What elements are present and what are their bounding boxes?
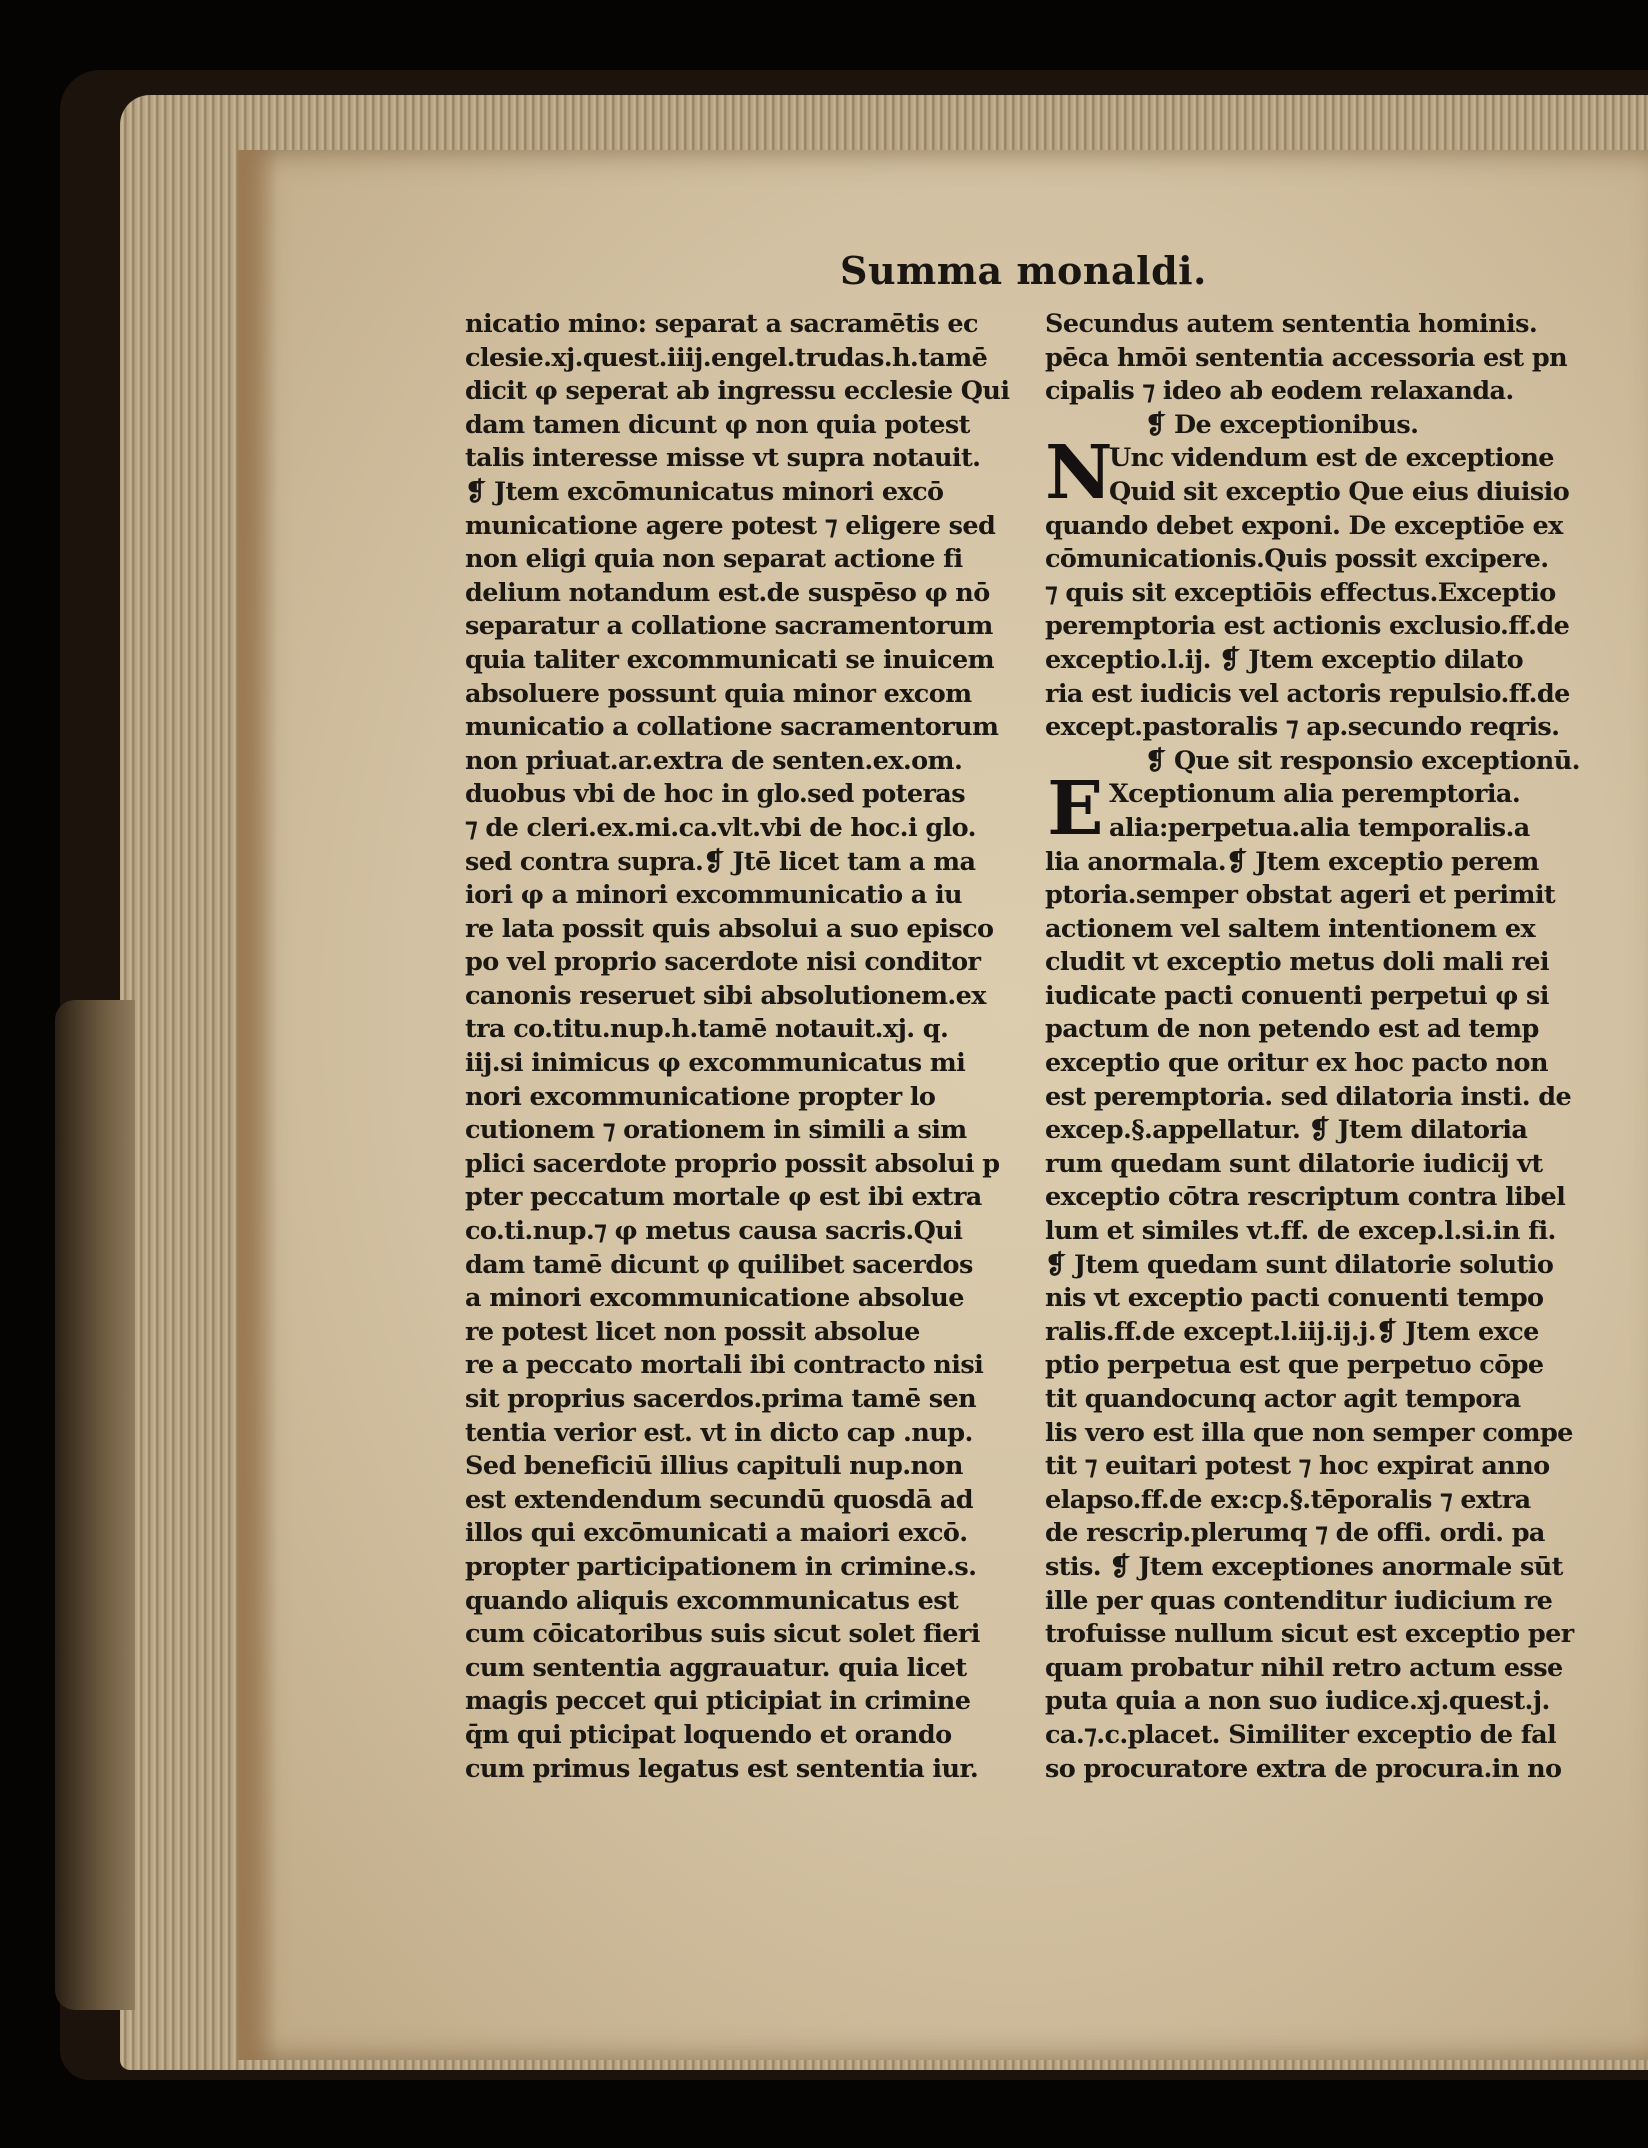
drop-cap-initial: N — [1045, 430, 1113, 517]
text-line: ⁊ quis sit exceptiōis effectus.Exceptio — [1045, 577, 1556, 608]
text-line: a minori excommunicatione absolue — [465, 1283, 964, 1314]
text-line: pter peccatum mortale φ est ibi extra — [465, 1182, 982, 1213]
text-line: Unc videndum est de exceptione — [1109, 443, 1554, 474]
section-heading-exceptions: ❡ De exceptionibus. — [1145, 409, 1419, 440]
text-line: municatio a collatione sacramentorum — [465, 712, 999, 743]
text-line: cipalis ⁊ ideo ab eodem relaxanda. — [1045, 376, 1514, 407]
text-line: ca.⁊.c.placet. Similiter exceptio de fal — [1045, 1719, 1557, 1750]
text-line: cum sententia aggrauatur. quia licet — [465, 1652, 967, 1683]
text-line: clesie.xj.quest.iiij.engel.trudas.h.tamē — [465, 342, 988, 373]
text-line: co.ti.nup.⁊ φ metus causa sacris.Qui — [465, 1216, 963, 1247]
text-line: Quid sit exceptio Que eius diuisio — [1109, 476, 1570, 507]
text-line: dicit φ seperat ab ingressu ecclesie Qui — [465, 376, 1010, 407]
text-line: pactum de non petendo est ad temp — [1045, 1014, 1539, 1045]
running-title: Summa monaldi. — [840, 248, 1207, 293]
text-line: puta quia a non suo iudice.xj.quest.j. — [1045, 1686, 1550, 1717]
text-line: magis peccet qui pticipiat in crimine — [465, 1686, 971, 1717]
text-line: ❡ Jtem excōmunicatus minori excō — [465, 476, 944, 507]
text-line: Secundus autem sententia hominis. — [1045, 309, 1538, 339]
text-column-right — [1045, 308, 1600, 1786]
text-line: non eligi quia non separat actione fi — [465, 544, 963, 575]
text-line: ❡ Jtem quedam sunt dilatorie solutio — [1045, 1249, 1554, 1280]
text-line: quando debet exponi. De exceptiōe ex — [1045, 510, 1563, 541]
text-line: exceptio.l.ij. ❡ Jtem exceptio dilato — [1045, 644, 1523, 675]
text-line: dam tamen dicunt φ non quia potest — [465, 409, 970, 440]
section-heading-responsio: ❡ Que sit responsio exceptionū. — [1145, 745, 1580, 776]
text-line: canonis reseruet sibi absolutionem.ex — [465, 980, 986, 1011]
text-line: pēca hmōi sententia accessoria est pn — [1045, 342, 1568, 373]
text-line: cludit vt exceptio metus doli mali rei — [1045, 947, 1549, 978]
text-line: ria est iudicis vel actoris repulsio.ff.de — [1045, 678, 1570, 709]
text-line: delium notandum est.de suspēso φ nō — [465, 577, 990, 608]
text-line: propter participationem in crimine.s. — [465, 1551, 977, 1582]
text-line: tit quandocunq actor agit tempora — [1045, 1384, 1521, 1414]
text-line: cum primus legatus est sententia iur. — [465, 1753, 979, 1784]
text-line: municatione agere potest ⁊ eligere sed — [465, 510, 996, 541]
text-line: re potest licet non possit absolue — [465, 1316, 920, 1347]
drop-cap-paragraph — [1045, 430, 1600, 517]
text-line: except.pastoralis ⁊ ap.secundo reqris. — [1045, 712, 1560, 743]
text-line: alia:perpetua.alia temporalis.a — [1109, 812, 1530, 843]
text-line: quando aliquis excommunicatus est — [465, 1585, 959, 1616]
text-line: po vel proprio sacerdote nisi conditor — [465, 947, 981, 978]
text-line: duobus vbi de hoc in glo.sed poteras — [465, 779, 965, 810]
text-line: absoluere possunt quia minor excom — [465, 678, 972, 709]
text-line: peremptoria est actionis exclusio.ff.de — [1045, 611, 1570, 642]
text-line: tra co.titu.nup.h.tamē notauit.xj. q. — [465, 1014, 949, 1045]
text-line: exceptio cōtra rescriptum contra libel — [1045, 1182, 1566, 1213]
text-line: quia taliter excommunicati se inuicem — [465, 644, 994, 675]
text-line: excep.§.appellatur. ❡ Jtem dilatoria — [1045, 1115, 1528, 1146]
text-line: quam probatur nihil retro actum esse — [1045, 1652, 1563, 1683]
text-line: q̄m qui pticipat loquendo et orando — [465, 1719, 952, 1750]
drop-cap-initial: E — [1047, 766, 1103, 853]
page-gutter — [238, 150, 278, 2060]
text-line: plici sacerdote proprio possit absolui p — [465, 1148, 1000, 1179]
text-line: nis vt exceptio pacti conuenti tempo — [1045, 1283, 1544, 1314]
text-line: cutionem ⁊ orationem in simili a sim — [465, 1115, 967, 1146]
text-line: so procuratore extra de procura.in no — [1045, 1753, 1562, 1784]
text-line: nicatio mino: separat a sacramētis ec — [465, 309, 978, 339]
text-line: ptoria.semper obstat ageri et perimit — [1045, 880, 1556, 911]
text-line: est extendendum secundū quosdā ad — [465, 1484, 973, 1515]
text-line: cum cōicatoribus suis sicut solet fieri — [465, 1619, 980, 1650]
text-line: ille per quas contenditur iudicium re — [1045, 1585, 1553, 1616]
text-line: iori φ a minori excommunicatio a iu — [465, 880, 962, 911]
text-line: Xceptionum alia peremptoria. — [1109, 779, 1521, 810]
book-spine — [55, 1000, 135, 2010]
text-line: trofuisse nullum sicut est exceptio per — [1045, 1619, 1574, 1650]
text-line: ⁊ de cleri.ex.mi.ca.vlt.vbi de hoc.i glo. — [465, 812, 976, 843]
text-line: lia anormala.❡ Jtem exceptio perem — [1045, 846, 1539, 877]
text-line: illos qui excōmunicati a maiori excō. — [465, 1518, 968, 1549]
text-line: non priuat.ar.extra de senten.ex.om. — [465, 745, 963, 776]
text-line: talis interesse misse vt supra notauit. — [465, 443, 981, 474]
text-line: nori excommunicatione propter lo — [465, 1081, 936, 1112]
text-line: sit proprius sacerdos.prima tamē sen — [465, 1384, 977, 1414]
text-line: iudicate pacti conuenti perpetui φ si — [1045, 980, 1549, 1011]
text-line: dam tamē dicunt φ quilibet sacerdos — [465, 1249, 973, 1280]
text-line: elapso.ff.de ex:cp.§.tēporalis ⁊ extra — [1045, 1484, 1531, 1515]
text-line: de rescrip.plerumq ⁊ de offi. ordi. pa — [1045, 1518, 1545, 1549]
text-line: sed contra supra.❡ Jtē licet tam a ma — [465, 846, 976, 877]
text-column-left — [465, 308, 1035, 1786]
text-line: tentia verior est. vt in dicto cap .nup. — [465, 1417, 973, 1448]
text-line: iij.si inimicus φ excommunicatus mi — [465, 1048, 966, 1079]
text-line: separatur a collatione sacramentorum — [465, 611, 993, 642]
text-line: est peremptoria. sed dilatoria insti. de — [1045, 1081, 1572, 1112]
text-line: re a peccato mortali ibi contracto nisi — [465, 1350, 984, 1381]
text-line: exceptio que oritur ex hoc pacto non — [1045, 1048, 1548, 1079]
text-line: re lata possit quis absolui a suo episco — [465, 913, 994, 944]
text-line: lis vero est illa que non semper compe — [1045, 1417, 1573, 1448]
text-line: ralis.ff.de except.l.iij.ij.j.❡ Jtem exce — [1045, 1316, 1539, 1347]
text-line: Sed beneficiū illius capituli nup.non — [465, 1451, 963, 1482]
text-line: cōmunicationis.Quis possit excipere. — [1045, 544, 1549, 575]
drop-cap-paragraph — [1045, 766, 1600, 853]
text-line: actionem vel saltem intentionem ex — [1045, 913, 1536, 944]
text-line: rum quedam sunt dilatorie iudicij vt — [1045, 1148, 1543, 1179]
text-line: stis. ❡ Jtem exceptiones anormale sūt — [1045, 1551, 1563, 1582]
text-line: lum et similes vt.ff. de excep.l.si.in fi. — [1045, 1216, 1556, 1247]
text-line: tit ⁊ euitari potest ⁊ hoc expirat anno — [1045, 1451, 1550, 1482]
text-line: ptio perpetua est que perpetuo cōpe — [1045, 1350, 1544, 1381]
